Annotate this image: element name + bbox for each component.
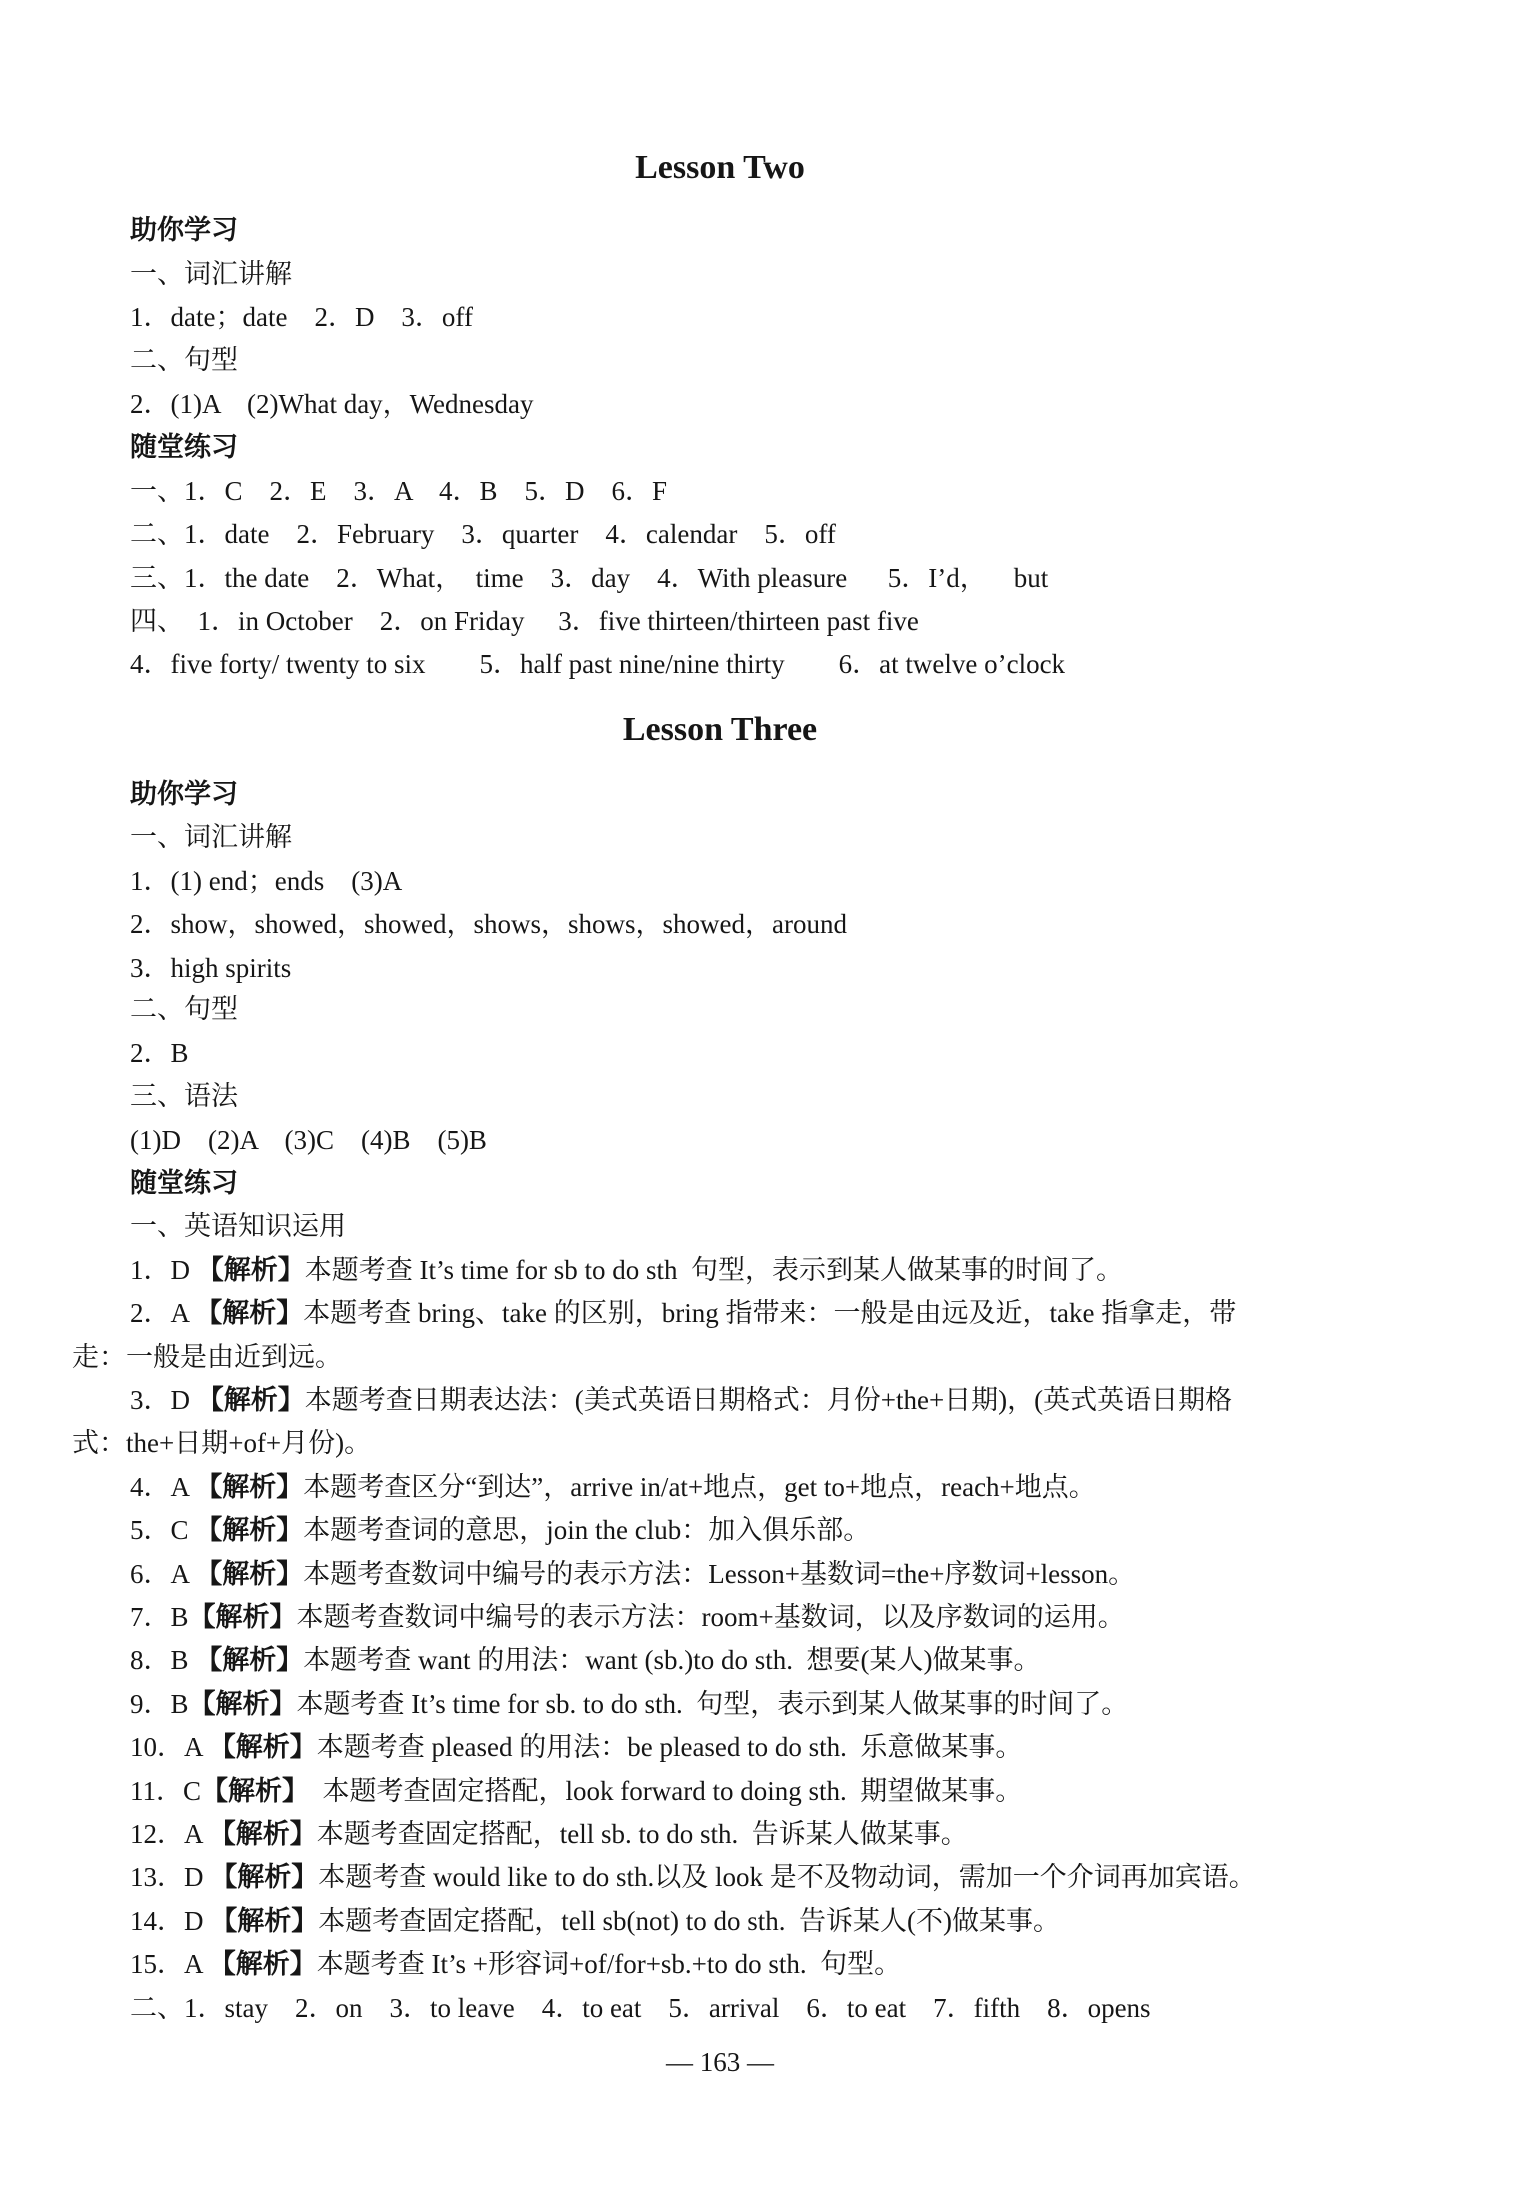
- lesson-three-pattern-heading: 二、句型: [130, 994, 238, 1024]
- analysis-tag: 【解析】: [195, 1472, 304, 1502]
- item-text: 本题考查 It’s time for sb to do sth 句型，表示到某人做某事的时间了。: [304, 1255, 1123, 1285]
- item-text: 本题考查日期表达法：(美式英语日期格式：月份+the+日期)，(英式英语日期格: [304, 1385, 1233, 1415]
- lesson-two-practice-line: 一、1．C 2．E 3．A 4．B 5．D 6．F: [130, 476, 668, 506]
- item-number: 6．A: [130, 1559, 196, 1589]
- item-number: 4．A: [130, 1472, 196, 1502]
- analysis-tag: 【解析】: [196, 1385, 305, 1415]
- lesson-two-practice-line: 四、 1．in October 2．on Friday 3．five thirteen/thirteen past five: [130, 606, 919, 636]
- lesson-three-english-heading: 一、英语知识运用: [130, 1211, 346, 1241]
- item-number: 3．D: [130, 1385, 197, 1415]
- analysis-item: [130, 1383, 1445, 1417]
- lesson-three-vocab-answer: 1．(1) end；ends (3)A: [130, 866, 403, 896]
- analysis-tag: 【解析】: [195, 1645, 304, 1675]
- item-text: 本题考查 bring、take 的区别，bring 指带来：一般是由远及近，take 指拿走，带: [303, 1298, 1237, 1328]
- analysis-item: [130, 1730, 1445, 1764]
- analysis-tag: 【解析】: [201, 1776, 310, 1806]
- item-continuation: 走：一般是由近到远。: [72, 1342, 342, 1372]
- item-text: 本题考查 want 的用法：want (sb.)to do sth. 想要(某人)做某事。: [303, 1645, 1041, 1675]
- analysis-tag: 【解析】: [208, 1949, 317, 1979]
- analysis-tag: 【解析】: [188, 1689, 297, 1719]
- item-text: 本题考查 It’s time for sb. to do sth. 句型，表示到某人做某事的时间了。: [296, 1689, 1129, 1719]
- analysis-tag: 【解析】: [188, 1602, 297, 1632]
- analysis-tag: 【解析】: [210, 1862, 319, 1892]
- analysis-item: [130, 1253, 1445, 1287]
- analysis-tag: 【解析】: [195, 1515, 304, 1545]
- lesson-three-title: Lesson Three: [622, 711, 818, 748]
- lesson-two-pattern-heading: 二、句型: [130, 345, 238, 375]
- lesson-three-grammar-heading: 三、语法: [130, 1081, 238, 1111]
- lesson-two-vocab-heading: 一、词汇讲解: [130, 259, 292, 289]
- item-text: 本题考查固定搭配，look forward to doing sth. 期望做某事。: [309, 1776, 1023, 1806]
- item-text: 本题考查数词中编号的表示方法：room+基数词，以及序数词的运用。: [296, 1602, 1125, 1632]
- item-text: 本题考查 It’s +形容词+of/for+sb.+to do sth. 句型。: [316, 1949, 902, 1979]
- analysis-item: [130, 1947, 1445, 1981]
- item-number: 14．D: [130, 1906, 211, 1936]
- analysis-item: [130, 1643, 1445, 1677]
- lesson-two-practice-line: 三、1．the date 2．What， time 3．day 4．With pleasure 5．I’d， but: [130, 563, 1049, 593]
- analysis-tag: 【解析】: [196, 1255, 305, 1285]
- analysis-item: [130, 1687, 1445, 1721]
- item-text: 本题考查固定搭配，tell sb. to do sth. 告诉某人做某事。: [316, 1819, 968, 1849]
- item-text: 本题考查区分“到达”，arrive in/at+地点，get to+地点，reach+地点。: [303, 1472, 1096, 1502]
- lesson-three-pattern-answers: 2．B: [130, 1038, 189, 1068]
- analysis-item: [130, 1470, 1445, 1504]
- item-text: 本题考查 pleased 的用法：be pleased to do sth. 乐意做某事。: [316, 1732, 1023, 1762]
- item-text: 本题考查 would like to do sth.以及 look 是不及物动词，需加一个介词再加宾语。: [318, 1862, 1256, 1892]
- lesson-three-vocab-answer: 2．show，showed，showed，shows，shows，showed，around: [130, 909, 847, 939]
- lesson-three-vocab-answer: 3．high spirits: [130, 953, 292, 983]
- lesson-two-title: Lesson Two: [635, 149, 805, 186]
- analysis-tag: 【解析】: [195, 1298, 304, 1328]
- analysis-tag: 【解析】: [208, 1732, 317, 1762]
- item-number: 7．B: [130, 1602, 189, 1632]
- item-number: 13．D: [130, 1862, 211, 1892]
- analysis-item: [130, 1904, 1445, 1938]
- lesson-two-practice-heading: 随堂练习: [130, 432, 238, 462]
- lesson-three-practice-heading: 随堂练习: [130, 1168, 238, 1198]
- analysis-tag: 【解析】: [210, 1906, 319, 1936]
- item-text: 本题考查词的意思，join the club：加入俱乐部。: [303, 1515, 871, 1545]
- lesson-three-vocab-heading: 一、词汇讲解: [130, 822, 292, 852]
- item-text: 本题考查固定搭配，tell sb(not) to do sth. 告诉某人(不)做某事。: [318, 1906, 1060, 1936]
- item-number: 15．A: [130, 1949, 209, 1979]
- item-number: 10．A: [130, 1732, 209, 1762]
- lesson-two-practice-line: 二、1．date 2．February 3．quarter 4．calendar 5．off: [130, 519, 836, 549]
- analysis-item: [130, 1600, 1445, 1634]
- analysis-tag: 【解析】: [195, 1559, 304, 1589]
- item-continuation: 式：the+日期+of+月份)。: [72, 1428, 372, 1458]
- item-number: 11．C: [130, 1776, 202, 1806]
- item-number: 5．C: [130, 1515, 196, 1545]
- analysis-item: [130, 1860, 1445, 1894]
- item-number: 2．A: [130, 1298, 196, 1328]
- analysis-tag: 【解析】: [208, 1819, 317, 1849]
- item-text: 本题考查数词中编号的表示方法：Lesson+基数词=the+序数词+lesson。: [303, 1559, 1136, 1589]
- analysis-item: [130, 1296, 1445, 1330]
- lesson-three-help-heading: 助你学习: [130, 779, 238, 809]
- item-number: 1．D: [130, 1255, 197, 1285]
- analysis-item: [130, 1774, 1445, 1808]
- lesson-three-part-two-answers: 二、1．stay 2．on 3．to leave 4．to eat 5．arrival 6．to eat 7．fifth 8．opens: [130, 1993, 1151, 2023]
- lesson-two-practice-line: 4．five forty/ twenty to six 5．half past nine/nine thirty 6．at twelve o’clock: [130, 649, 1066, 679]
- lesson-two-pattern-answers: 2．(1)A (2)What day，Wednesday: [130, 389, 534, 419]
- analysis-item: [130, 1513, 1445, 1547]
- analysis-item: [130, 1557, 1445, 1591]
- item-number: 8．B: [130, 1645, 196, 1675]
- item-number: 9．B: [130, 1689, 189, 1719]
- item-number: 12．A: [130, 1819, 209, 1849]
- lesson-three-grammar-answers: (1)D (2)A (3)C (4)B (5)B: [130, 1125, 487, 1155]
- lesson-two-vocab-answers: 1．date；date 2．D 3．off: [130, 302, 473, 332]
- lesson-two-help-heading: 助你学习: [130, 215, 238, 245]
- page-number: — 163 —: [666, 2047, 774, 2077]
- analysis-item: [130, 1817, 1445, 1851]
